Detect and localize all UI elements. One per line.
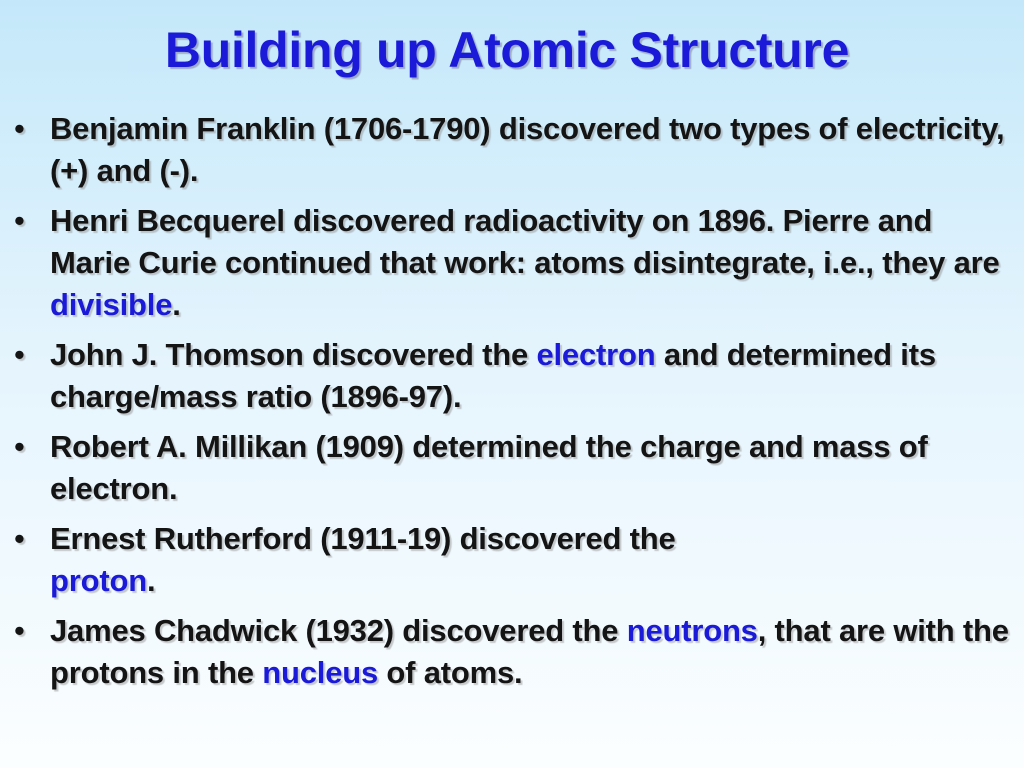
bullet-list: [14, 108, 1010, 702]
bullet-text-part: James Chadwick (1932) discovered the: [50, 613, 627, 648]
bullet-text-part: John J. Thomson discovered the: [50, 337, 537, 372]
bullet-icon: •: [14, 521, 25, 556]
bullet-item-franklin: [14, 108, 1010, 192]
bullet-item-millikan: [14, 426, 1010, 510]
bullet-text-part: Henri Becquerel discovered radioactivity on 1896. Pierre and Marie Curie continued that work: atoms disintegrate, i.e., they are: [50, 203, 1000, 280]
highlight-term-nucleus: nucleus: [262, 655, 379, 690]
bullet-text-part: Ernest Rutherford (1911-19) discovered the: [50, 521, 676, 556]
bullet-item-chadwick: [14, 610, 1010, 694]
bullet-text-part: Robert A. Millikan (1909) determined the charge and mass of electron.: [50, 429, 928, 506]
slide-title: Building up Atomic Structure: [164, 22, 850, 78]
highlight-term-proton: proton: [50, 563, 147, 598]
bullet-icon: •: [14, 613, 25, 648]
highlight-term-neutrons: neutrons: [626, 613, 758, 648]
bullet-text-part: Benjamin Franklin (1706-1790) discovered two types of electricity, (+) and (-).: [50, 111, 1005, 188]
bullet-icon: •: [14, 111, 25, 146]
bullet-text: [50, 610, 1010, 694]
bullet-item-becquerel: [14, 200, 1010, 326]
bullet-text: [50, 334, 1010, 418]
bullet-item-rutherford: [14, 518, 1010, 602]
bullet-item-thomson: [14, 334, 1010, 418]
highlight-term-electron: electron: [536, 337, 656, 372]
bullet-text-part: , that are with the protons in the: [50, 613, 1009, 690]
bullet-text: [50, 108, 1010, 192]
bullet-text-part: of atoms.: [378, 655, 523, 690]
bullet-icon: •: [14, 337, 25, 372]
bullet-text: [50, 426, 1010, 510]
bullet-text-part: .: [146, 563, 156, 598]
bullet-icon: •: [14, 429, 25, 464]
bullet-text-part: .: [172, 287, 181, 322]
bullet-text-part: and determined its charge/mass ratio (1896-97).: [50, 337, 936, 414]
bullet-icon: •: [14, 203, 25, 238]
highlight-term-divisible: divisible: [50, 287, 173, 322]
bullet-text: [50, 518, 1010, 602]
bullet-text: [50, 200, 1010, 326]
